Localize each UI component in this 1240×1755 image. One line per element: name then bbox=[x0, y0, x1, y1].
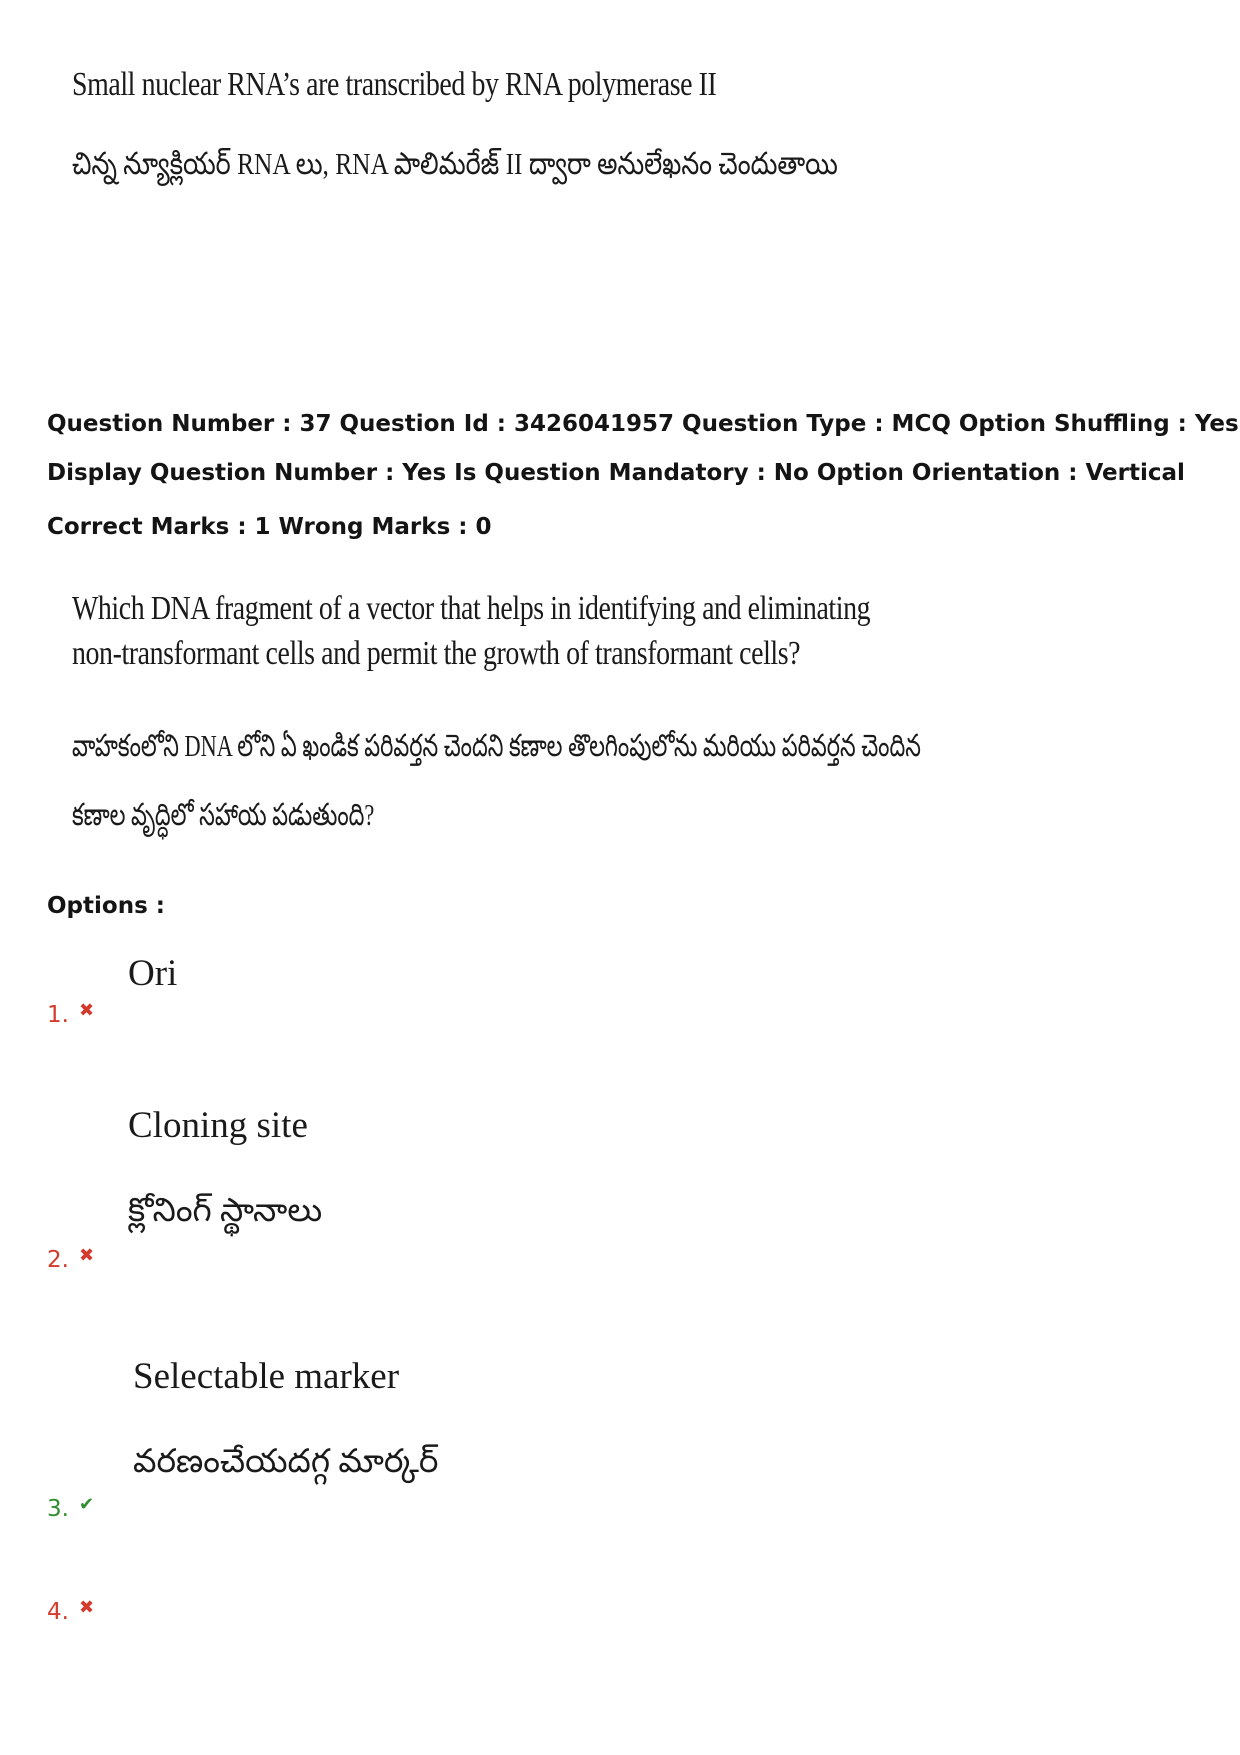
option-3[interactable] bbox=[47, 1494, 94, 1522]
option-1-number: 1. bbox=[47, 1002, 69, 1028]
option-1[interactable] bbox=[47, 1000, 94, 1028]
cross-icon: ✖ bbox=[78, 1597, 95, 1618]
option-1-english: Ori bbox=[128, 953, 178, 994]
options-label: Options : bbox=[47, 893, 165, 919]
option-3-english: Selectable marker bbox=[133, 1356, 400, 1397]
question-meta-line-2: Display Question Number : Yes Is Question Mandatory : No Option Orientation : Vertical bbox=[47, 460, 1185, 486]
question-english-line-2: non-transformant cells and permit the growth of transformant cells? bbox=[72, 635, 801, 672]
prev-answer-telugu: చిన్న న్యూక్లియర్ RNA లు, RNA పాలిమరేజ్ II ద్వారా అనులేఖనం చెందుతాయి bbox=[72, 146, 838, 181]
question-english-line-1: Which DNA fragment of a vector that helps in identifying and eliminating bbox=[72, 590, 871, 627]
question-telugu-line-2: కణాల వృద్ధిలో సహాయ పడుతుంది? bbox=[72, 797, 375, 832]
prev-answer-english: Small nuclear RNA’s are transcribed by RNA polymerase II bbox=[72, 66, 717, 103]
question-meta-line-1: Question Number : 37 Question Id : 3426041957 Question Type : MCQ Option Shuffling : Yes bbox=[47, 411, 1239, 437]
option-2-telugu: క్లోనింగ్ స్థానాలు bbox=[128, 1193, 323, 1229]
question-telugu-line-1: వాహకంలోని DNA లోని ఏ ఖండిక పరివర్తన చెందని కణాల తొలగింపులోను మరియు పరివర్తన చెందిన bbox=[72, 728, 921, 763]
option-4-number: 4. bbox=[47, 1599, 69, 1625]
cross-icon: ✖ bbox=[78, 1000, 95, 1021]
option-3-telugu: వరణంచేయదగ్గ మార్కర్ bbox=[133, 1444, 439, 1480]
option-4[interactable] bbox=[47, 1597, 94, 1625]
check-icon: ✔ bbox=[78, 1494, 95, 1515]
option-2-number: 2. bbox=[47, 1247, 69, 1273]
option-3-number: 3. bbox=[47, 1496, 69, 1522]
option-2-english: Cloning site bbox=[128, 1105, 308, 1146]
cross-icon: ✖ bbox=[78, 1245, 95, 1266]
option-2[interactable] bbox=[47, 1245, 94, 1273]
question-meta-line-3: Correct Marks : 1 Wrong Marks : 0 bbox=[47, 514, 492, 540]
